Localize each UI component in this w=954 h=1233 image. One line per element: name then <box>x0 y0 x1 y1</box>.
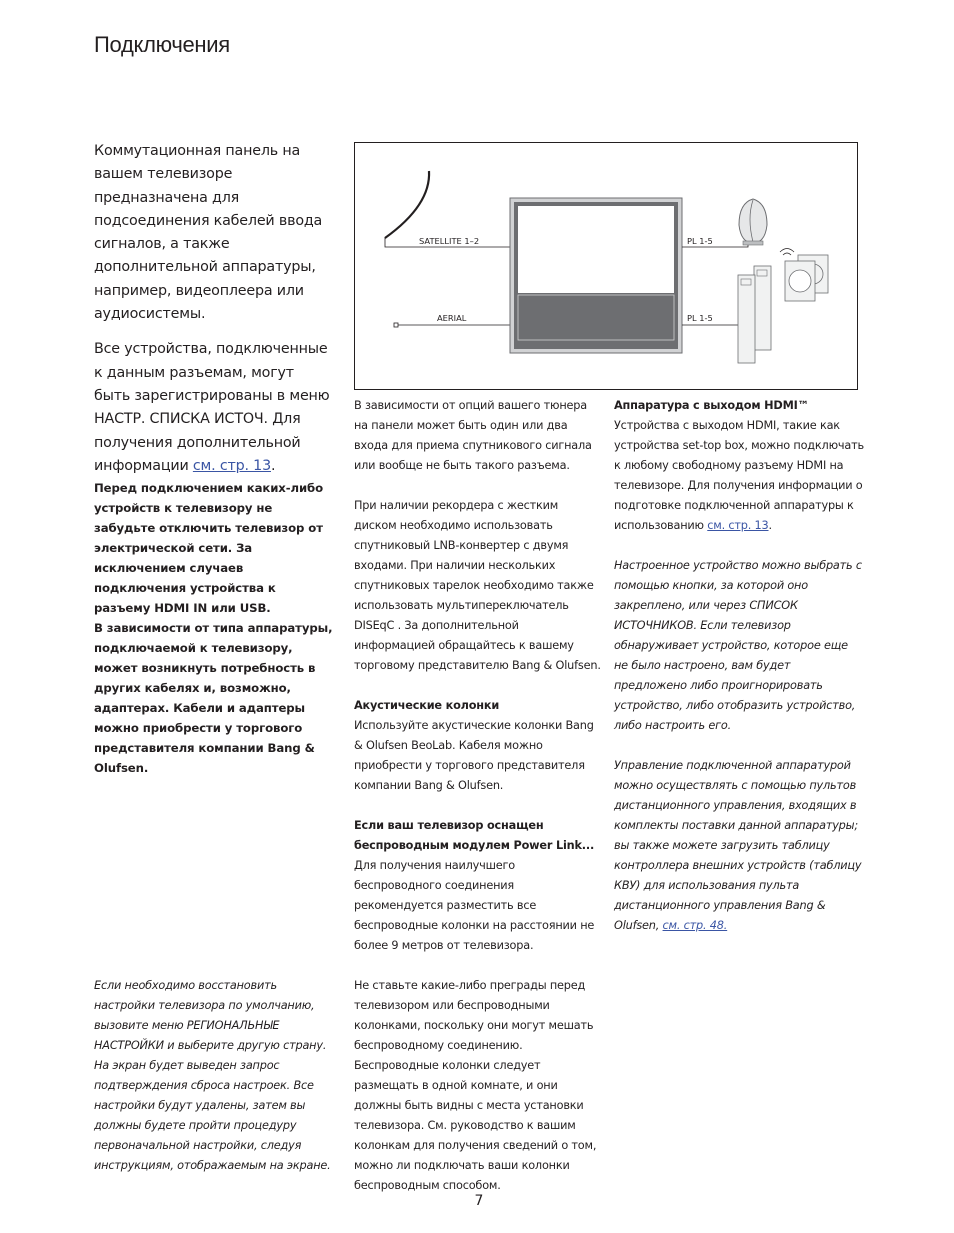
middle-column <box>354 396 602 1196</box>
aerial-connector-icon <box>394 323 398 327</box>
recorder-note: При наличии рекордера с жестким диском необходимо использовать спутниковый LNB-конвертер с двумя входами. При наличии нескольких спутниковых тарелок необходимо также использовать мультипереключатель DISEqC . За дополнительной информацией обращайтесь к вашему торговому представителю Bang & Olufsen. <box>354 499 601 672</box>
remote-control-text: Управление подключенной аппаратурой можно осуществлять с помощью пультов дистанционного управления, входящих в комплекты поставки данной аппаратуры; вы также можете загрузить таблицу контроллера внешних устройств (таблицу КВУ) для использования пульта дистанционного управления Bang & Olufsen, <box>614 759 862 932</box>
tuned-device-note: Настроенное устройство можно выбрать с помощью кнопки, за которой оно закреплено, или через СПИСОК ИСТОЧНИКОВ. Если телевизор обнаруживает устройство, которое еще не было настроено, вам будет предложено либо проигнорировать устройство, либо отобразить устройство, либо настроить его. <box>614 559 862 732</box>
page-number: 7 <box>474 1193 484 1209</box>
connection-diagram-svg <box>355 143 857 389</box>
tv-icon <box>510 198 682 353</box>
hdmi-end: . <box>768 519 772 532</box>
intro-column <box>94 140 334 778</box>
reset-settings-note: Если необходимо восстановить настройки телевизора по умолчанию, вызовите меню РЕГИОНАЛЬНЫЕ НАСТРОЙКИ и выберите другую страну. На экран будет выведен запрос подтверждения сброса настроек. Все настройки будут удалены, затем вы должны будете пройти процедуру первоначальной настройки, следуя инструкциям, отображаемым на экране. <box>94 979 331 1172</box>
intro-registration-text: Все устройства, подключенные к данным разъемам, могут быть зарегистрированы в меню НАСТР. СПИСКА ИСТОЧ. Для получения дополнительной информации <box>94 341 330 474</box>
connection-diagram <box>354 142 858 390</box>
pl-top-label: PL 1-5 <box>687 236 713 246</box>
obstacles-note: Не ставьте какие-либо преграды перед телевизором или беспроводными колонками, поскольку они могут мешать беспроводному соединению. Беспроводные колонки следует размещать в одной комнате, и они должны быть видны с места установки телевизора. См. руководство к вашим колонкам для получения сведений о том, можно ли подключать ваши колонки беспроводным способом. <box>354 979 597 1192</box>
pl-bottom-label: PL 1-5 <box>687 313 713 323</box>
power-link-text: Для получения наилучшего беспроводного соединения рекомендуется разместить все беспроводные колонки на расстоянии не более 9 метров от телевизора. <box>354 859 595 952</box>
tuner-note: В зависимости от опций вашего тюнера на панели может быть один или два входа для приема спутникового сигнала или вообще не быть такого разъема. <box>354 399 592 472</box>
power-link-section <box>354 816 602 956</box>
remote-control-note <box>614 756 864 936</box>
satellite-label: SATELLITE 1–2 <box>419 236 480 246</box>
page-48-link[interactable]: см. стр. 48. <box>662 919 728 932</box>
right-column <box>614 396 864 936</box>
power-link-heading: Если ваш телевизор оснащен беспроводным модулем Power Link... <box>354 819 595 852</box>
satellite-dish-icon <box>385 171 429 238</box>
tall-speakers-icon <box>738 266 771 363</box>
intro-paragraph: Коммутационная панель на вашем телевизоре предназначена для подсоединения кабелей ввода сигналов, а также дополнительной аппаратуры, например, видеоплеера или аудиосистемы. <box>94 143 323 323</box>
intro-registration-end: . <box>270 457 276 474</box>
hdmi-section <box>614 396 864 536</box>
wireless-speakers-icon <box>780 249 828 302</box>
speaker-egg-icon <box>739 199 767 245</box>
speakers-section <box>354 696 602 796</box>
hdmi-page-13-link[interactable]: см. стр. 13 <box>707 519 769 532</box>
intro-registration-paragraph <box>94 338 334 478</box>
hdmi-heading: Аппаратура с выходом HDMI™ <box>614 399 809 412</box>
power-off-warning: Перед подключением каких-либо устройств к телевизору не забудьте отключить телевизор от электрической сети. За исключением случаев подключения устройства к разъему HDMI IN или USB. <box>94 481 324 616</box>
page-13-link[interactable]: см. стр. 13 <box>192 457 271 474</box>
aerial-label: AERIAL <box>437 313 467 323</box>
hdmi-text: Устройства с выходом HDMI, такие как устройства set-top box, можно подключать к любому свободному разъему HDMI на телевизоре. Для получения информации о подготовке подключенной аппаратуры к использованию <box>614 419 864 532</box>
speakers-text: Используйте акустические колонки Bang & Olufsen BeoLab. Кабеля можно приобрести у торгового представителя компании Bang & Olufsen. <box>354 719 594 792</box>
speakers-heading: Акустические колонки <box>354 699 500 712</box>
page-title: Подключения <box>94 32 230 57</box>
cables-adapters-note: В зависимости от типа аппаратуры, подключаемой к телевизору, может возникнуть потребность в других кабелях и, возможно, адаптерах. Кабели и адаптеры можно приобрести у торгового представителя компании Bang & Olufsen. <box>94 621 333 776</box>
